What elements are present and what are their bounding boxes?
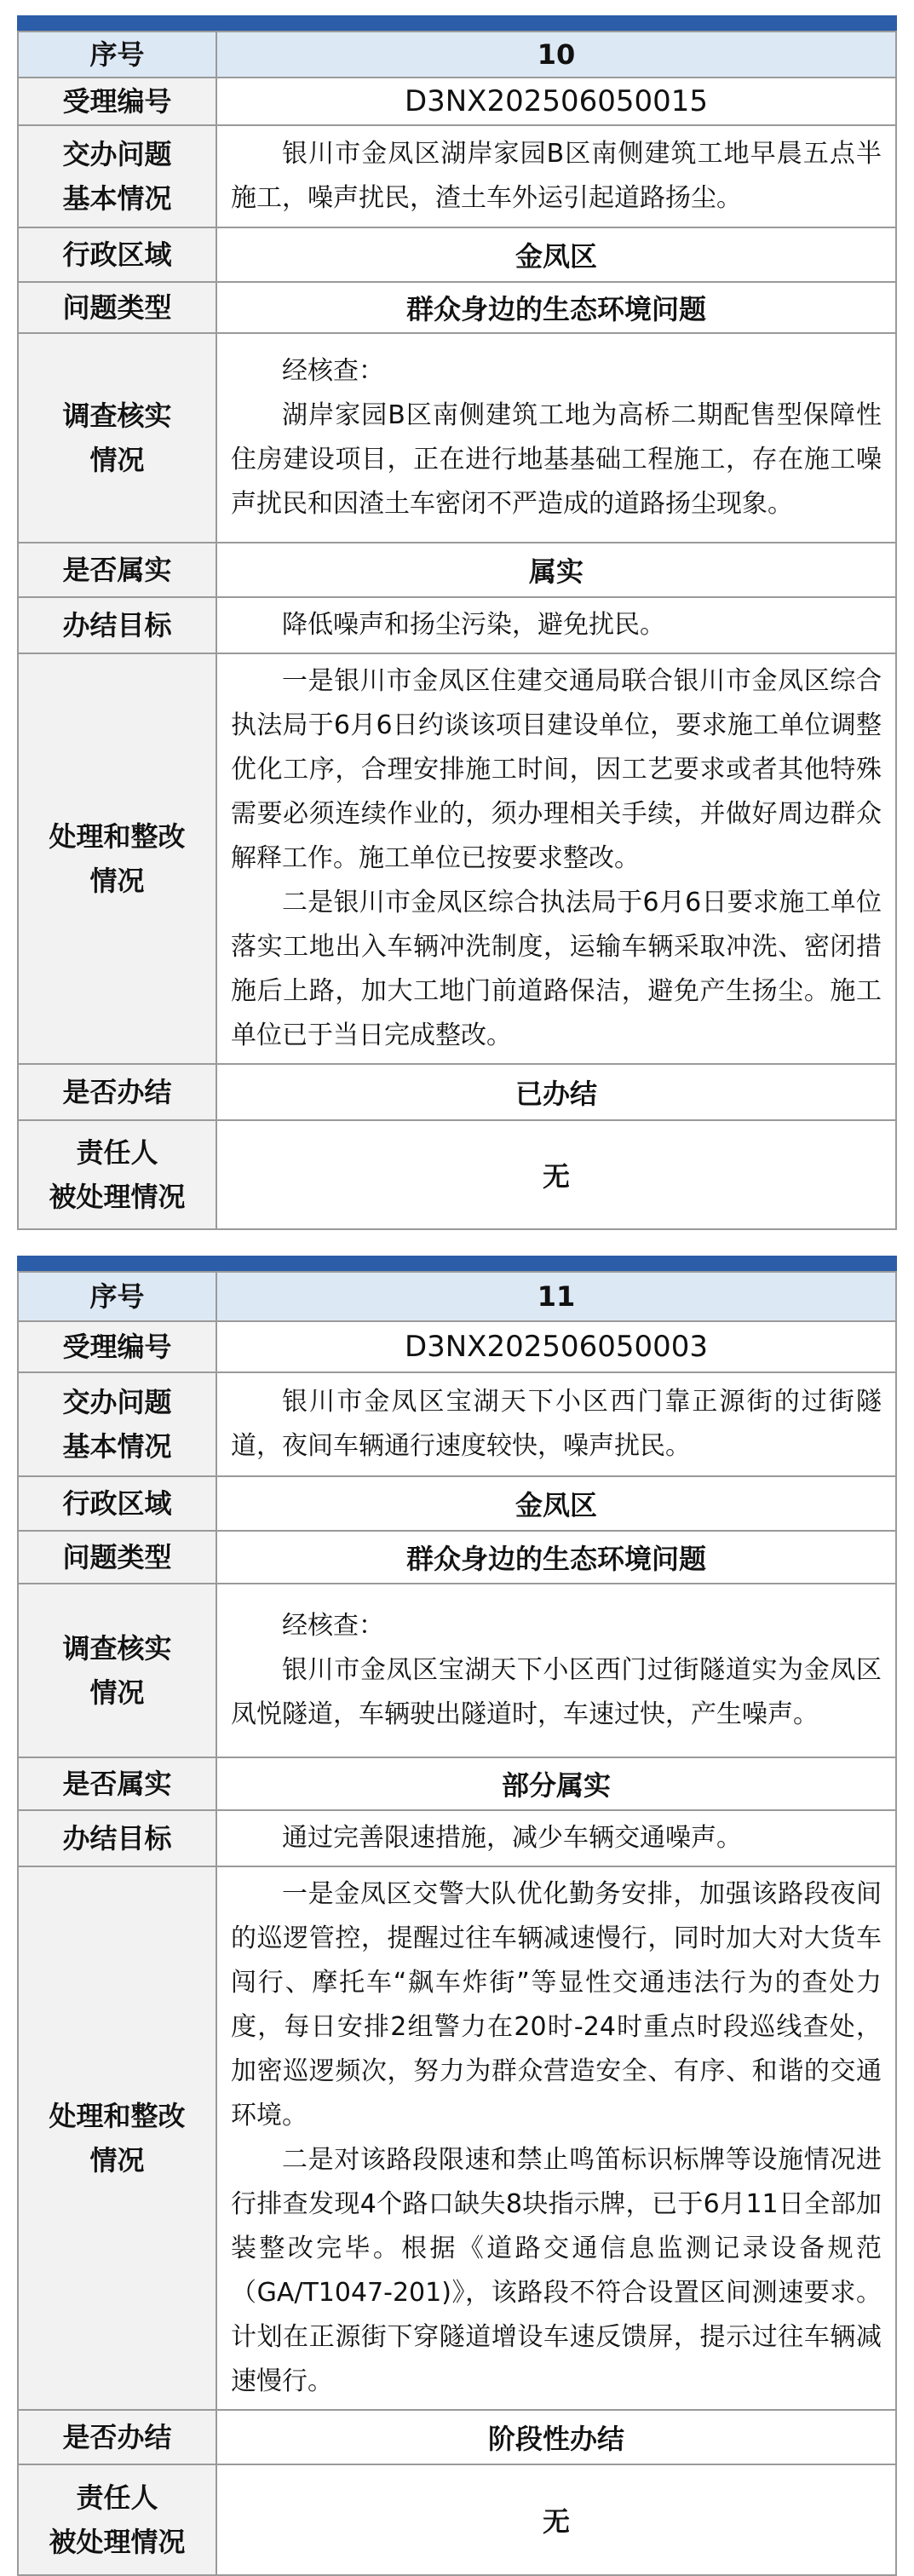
problem-type-label: 问题类型	[18, 282, 216, 333]
region-label: 行政区域	[18, 227, 216, 282]
seq-label: 序号	[18, 32, 216, 78]
is-done-label: 是否办结	[18, 1064, 216, 1120]
row-is-done	[18, 1064, 896, 1120]
row-issue	[18, 125, 896, 227]
investigation-value: 经核查： 银川市金凤区宝湖天下小区西门过街隧道实为金凤区凤悦隧道，车辆驶出隧道时，车速过快，产生噪声。	[216, 1584, 896, 1757]
seq-value: 11	[216, 1272, 896, 1321]
row-goal	[18, 1810, 896, 1866]
row-seq	[18, 1272, 896, 1321]
record-table	[17, 1271, 897, 2576]
accept-no-label: 受理编号	[18, 78, 216, 125]
issue-label: 交办问题 基本情况	[18, 1372, 216, 1476]
investigation-value: 经核查： 湖岸家园B区南侧建筑工地为高桥二期配售型保障性住房建设项目，正在进行地基基础工程施工，存在施工噪声扰民和因渣土车密闭不严造成的道路扬尘现象。	[216, 333, 896, 543]
goal-label: 办结目标	[18, 1810, 216, 1866]
region-value: 金凤区	[216, 227, 896, 282]
handling-label: 处理和整改 情况	[18, 653, 216, 1064]
responsible-value: 无	[216, 1120, 896, 1229]
row-is-done	[18, 2410, 896, 2464]
goal-label: 办结目标	[18, 597, 216, 653]
is-true-value: 部分属实	[216, 1757, 896, 1810]
row-is-true	[18, 1757, 896, 1810]
is-true-label: 是否属实	[18, 1757, 216, 1810]
goal-value: 通过完善限速措施，减少车辆交通噪声。	[216, 1810, 896, 1866]
card-header-bar	[17, 1256, 897, 1271]
region-value: 金凤区	[216, 1476, 896, 1531]
is-done-value: 阶段性办结	[216, 2410, 896, 2464]
row-accept-no	[18, 78, 896, 125]
region-label: 行政区域	[18, 1476, 216, 1531]
is-done-label: 是否办结	[18, 2410, 216, 2464]
row-is-true	[18, 543, 896, 597]
handling-value: 一是银川市金凤区住建交通局联合银川市金凤区综合执法局于6月6日约谈该项目建设单位，要求施工单位调整优化工序，合理安排施工时间，因工艺要求或者其他特殊需要必须连续作业的，须办理相关手续，并做好周边群众解释工作。施工单位已按要求整改。 二是银川市金凤区综合执法局于6月6日要求施工单位落实工地出入车辆冲洗制度，运输车辆采取冲洗、密闭措施后上路，加大工地门前道路保洁，避免产生扬尘。施工单位已于当日完成整改。	[216, 653, 896, 1064]
seq-value: 10	[216, 32, 896, 78]
accept-no-label: 受理编号	[18, 1321, 216, 1372]
is-done-value: 已办结	[216, 1064, 896, 1120]
goal-value: 降低噪声和扬尘污染，避免扰民。	[216, 597, 896, 653]
responsible-value: 无	[216, 2464, 896, 2575]
row-responsible	[18, 1120, 896, 1229]
card-header-bar	[17, 15, 897, 31]
issue-label: 交办问题 基本情况	[18, 125, 216, 227]
record-card-10	[17, 15, 897, 1230]
row-issue	[18, 1372, 896, 1476]
row-accept-no	[18, 1321, 896, 1372]
accept-no-value: D3NX202506050015	[216, 78, 896, 125]
row-handling	[18, 653, 896, 1064]
accept-no-value: D3NX202506050003	[216, 1321, 896, 1372]
record-card-11	[17, 1256, 897, 2576]
problem-type-value: 群众身边的生态环境问题	[216, 282, 896, 333]
investigation-label: 调查核实 情况	[18, 333, 216, 543]
row-investigation	[18, 1584, 896, 1757]
row-problem-type	[18, 282, 896, 333]
is-true-label: 是否属实	[18, 543, 216, 597]
row-seq	[18, 32, 896, 78]
row-handling	[18, 1866, 896, 2410]
record-table	[17, 31, 897, 1230]
issue-value: 银川市金凤区湖岸家园B区南侧建筑工地早晨五点半施工，噪声扰民，渣土车外运引起道路扬尘。	[216, 125, 896, 227]
row-region	[18, 227, 896, 282]
row-responsible	[18, 2464, 896, 2575]
issue-value: 银川市金凤区宝湖天下小区西门靠正源街的过街隧道，夜间车辆通行速度较快，噪声扰民。	[216, 1372, 896, 1476]
row-investigation	[18, 333, 896, 543]
responsible-label: 责任人 被处理情况	[18, 1120, 216, 1229]
problem-type-value: 群众身边的生态环境问题	[216, 1531, 896, 1584]
row-goal	[18, 597, 896, 653]
handling-value: 一是金凤区交警大队优化勤务安排，加强该路段夜间的巡逻管控，提醒过往车辆减速慢行，同时加大对大货车闯行、摩托车“飙车炸街”等显性交通违法行为的查处力度，每日安排2组警力在20时-24时重点时段巡线查处，加密巡逻频次，努力为群众营造安全、有序、和谐的交通环境。 二是对该路段限速和禁止鸣笛标识标牌等设施情况进行排查发现4个路口缺失8块指示牌，已于6月11日全部加装整改完毕。根据《道路交通信息监测记录设备规范（GA/T1047-201)》，该路段不符合设置区间测速要求。计划在正源街下穿隧道增设车速反馈屏，提示过往车辆减速慢行。	[216, 1866, 896, 2410]
handling-label: 处理和整改 情况	[18, 1866, 216, 2410]
seq-label: 序号	[18, 1272, 216, 1321]
row-problem-type	[18, 1531, 896, 1584]
investigation-label: 调查核实 情况	[18, 1584, 216, 1757]
is-true-value: 属实	[216, 543, 896, 597]
row-region	[18, 1476, 896, 1531]
problem-type-label: 问题类型	[18, 1531, 216, 1584]
responsible-label: 责任人 被处理情况	[18, 2464, 216, 2575]
